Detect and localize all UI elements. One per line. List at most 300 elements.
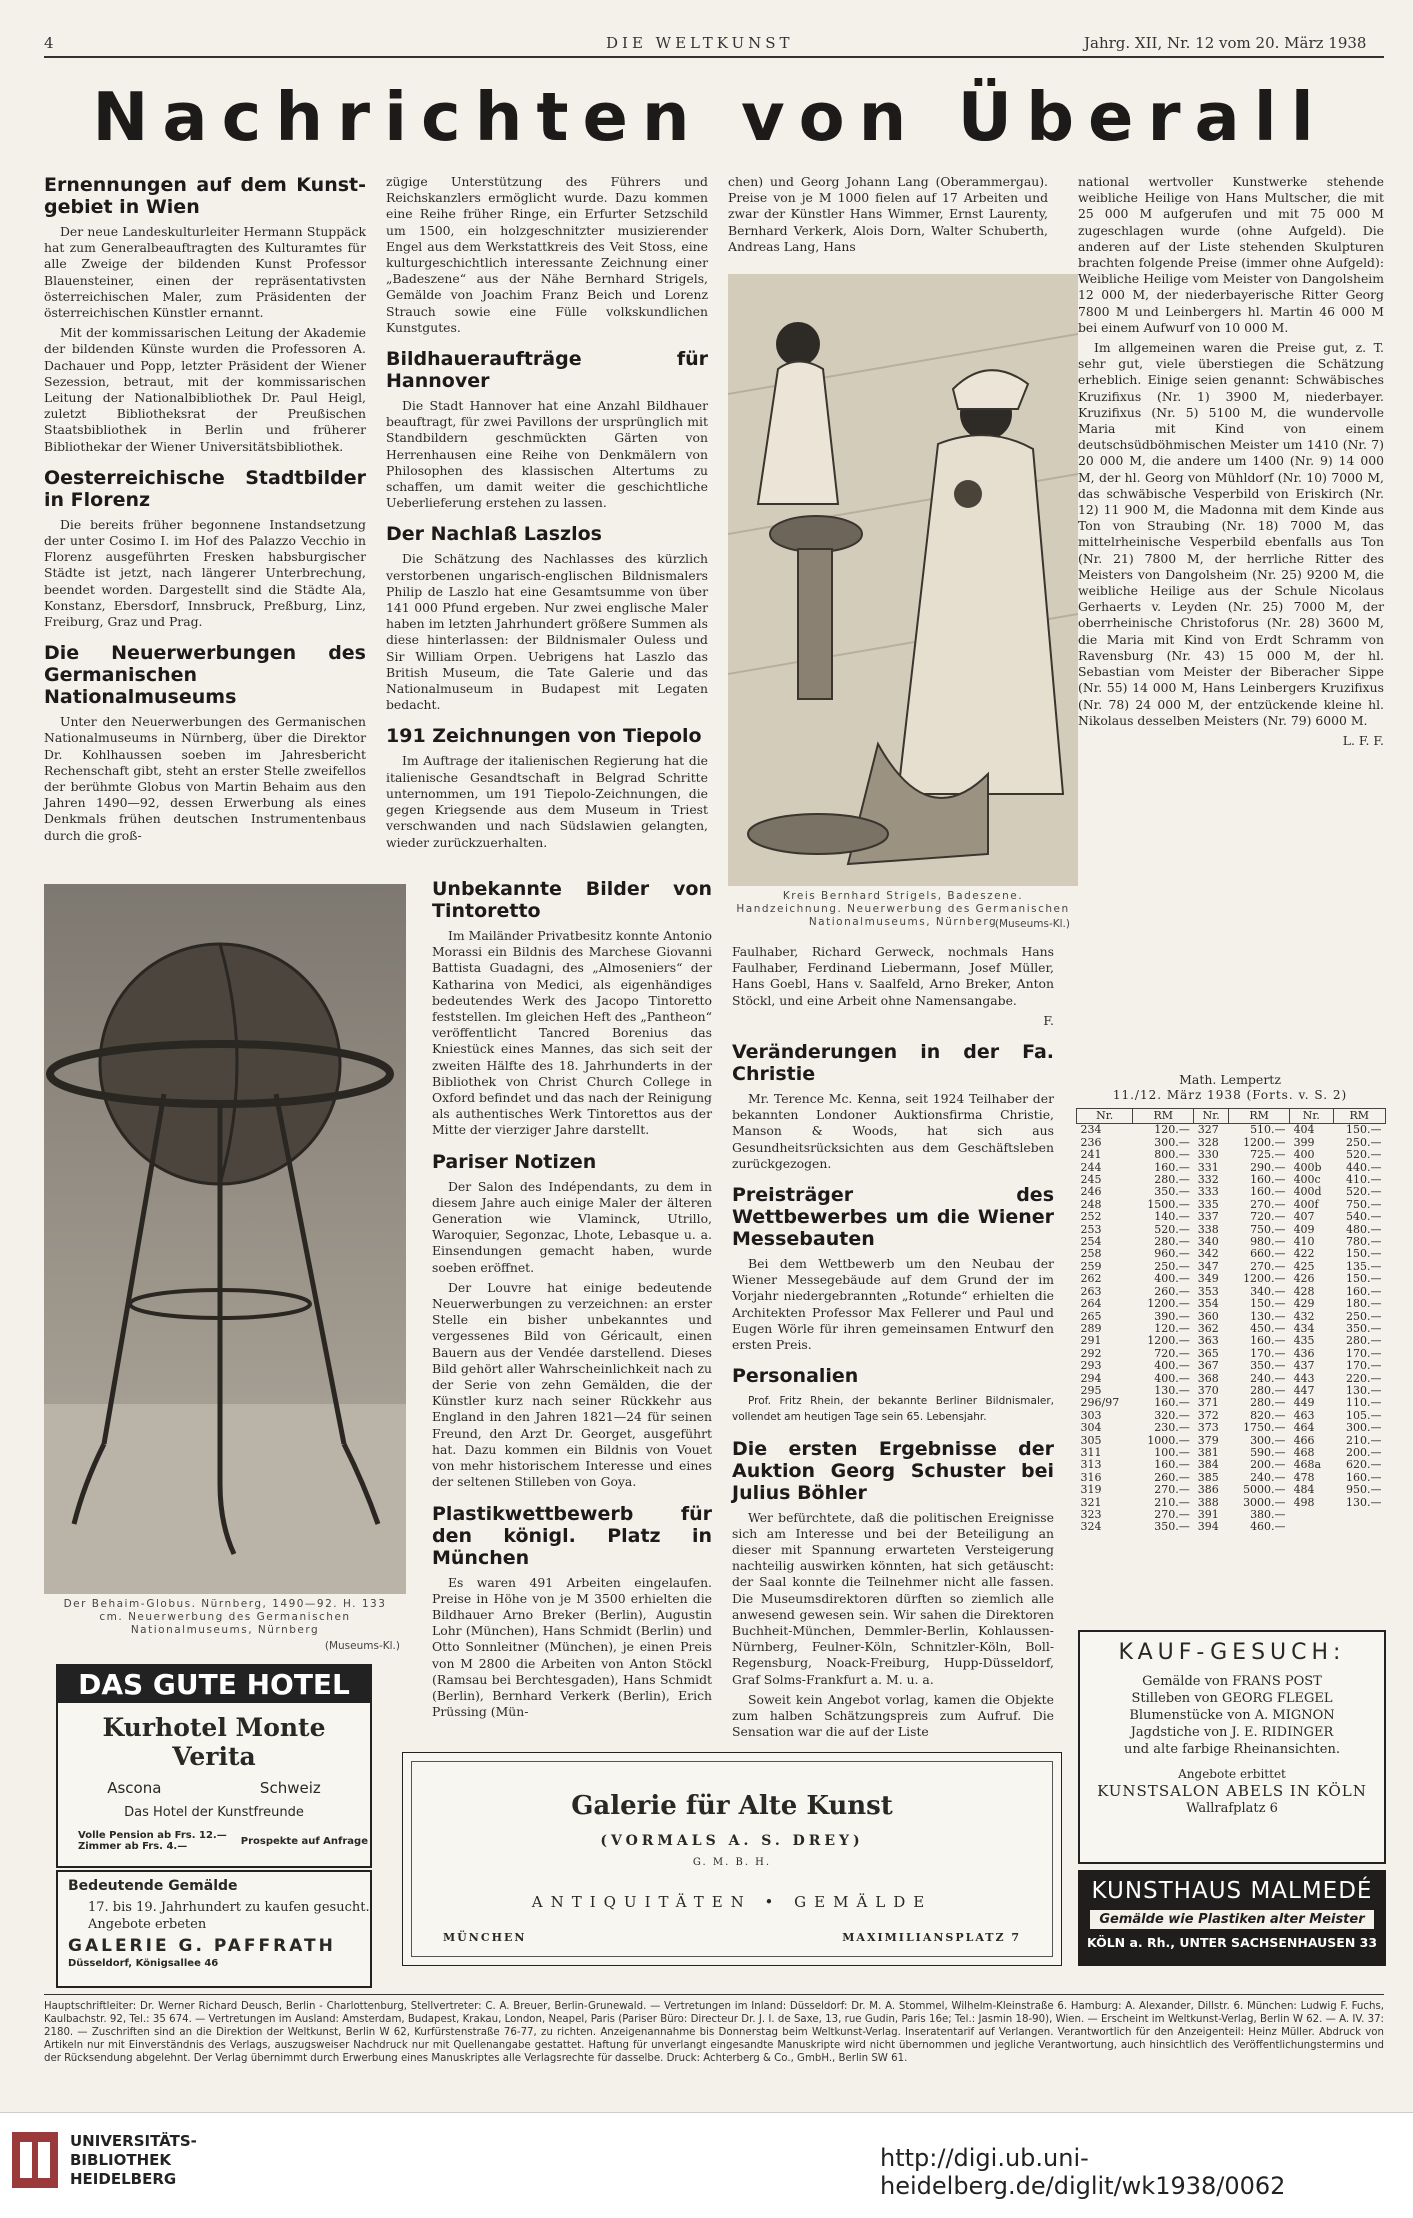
paragraph: zügige Unterstützung des Führers und Reichskanzlers ermöglicht wurde. Dazu kommen eine Reihe früher Ringe, ein Erfurter Setzschild um 1500, ein holzgeschnitzter musizierender Engel aus dem Werkstattkreis des Veit Stoss, eine kulturgeschichtlich interessante Zeichnung einer „Badeszene“ aus der Nähe Bernhard Strigels, Gemälde von Joachim Franz Beich und Lorenz Strauch sowie eine Fülle volkskundlichen Kunstgutes.: [386, 174, 708, 335]
table-cell: 210.—: [1346, 1433, 1382, 1447]
paffrath-ad: [56, 1870, 372, 1988]
table-cell: 220.—: [1346, 1371, 1382, 1385]
kauf-list: [1080, 1673, 1384, 1817]
table-cell: 432: [1293, 1309, 1315, 1323]
table-cell: 384: [1197, 1458, 1219, 1472]
table-row: [1077, 1459, 1386, 1471]
table-cell: 105.—: [1346, 1408, 1382, 1422]
malmede-sub: Gemälde wie Plastiken alter Meister: [1090, 1910, 1374, 1929]
table-cell: 440.—: [1346, 1160, 1382, 1174]
table-cell: 234: [1080, 1123, 1102, 1137]
kauf-line: Stilleben von GEORG FLEGEL: [1131, 1691, 1333, 1706]
table-cell: 350.—: [1154, 1520, 1190, 1534]
table-cell: 436: [1293, 1346, 1315, 1360]
table-cell: 385: [1197, 1470, 1219, 1484]
table-cell: 160.—: [1346, 1470, 1382, 1484]
table-cell: 498: [1293, 1495, 1315, 1509]
table-cell: 130.—: [1250, 1309, 1286, 1323]
table-cell: 449: [1293, 1396, 1315, 1410]
table-cell: 327: [1197, 1123, 1219, 1137]
hotel-prices: [78, 1830, 370, 1852]
table-subtitle: 11./12. März 1938 (Forts. v. S. 2): [1112, 1088, 1348, 1102]
drawing-illustration: [728, 274, 1078, 886]
table-cell: 360: [1197, 1309, 1219, 1323]
table-cell: 450.—: [1250, 1321, 1286, 1335]
table-cell: 520.—: [1346, 1185, 1382, 1199]
table-cell: 350.—: [1346, 1321, 1382, 1335]
hotel-prospekt: Prospekte auf Anfrage: [240, 1835, 368, 1847]
table-cell: 280.—: [1154, 1235, 1190, 1249]
table-cell: 1200.—: [1243, 1272, 1286, 1286]
kauf-name: KUNSTSALON ABELS IN KÖLN: [1097, 1782, 1367, 1800]
paragraph: Im Mailänder Privatbesitz konnte Antonio Morassi ein Bildnis des Marchese Giovanni Battista Guadagni, des „Almoseniers“ der Katharina von Medici, als eigenhändiges bedeutendes Werk des Jacopo Tintoretto feststellen. Im gleichen Heft des „Pantheon“ veröffentlicht Tancred Borenius das Kniestück eines Mannes, das sich seit der zweiten Hälfte des 18. Jahrhunderts in der Bibliothek von Christ Church College in Oxford befindet und das nach der Reinigung als authentisches Werk Tintorettos aus der Mitte der vierziger Jahre darstellt.: [432, 928, 712, 1138]
table-cell: 437: [1293, 1359, 1315, 1373]
table-cell: 820.—: [1250, 1408, 1286, 1422]
table-cell: 400: [1293, 1148, 1315, 1162]
table-cell: 460.—: [1250, 1520, 1286, 1534]
drawing-caption: Kreis Bernhard Strigels, Badeszene. Handzeichnung. Neuerwerbung des Germanischen Nationalmuseums, Nürnberg: [736, 890, 1070, 928]
table-cell: 311: [1080, 1445, 1102, 1459]
table-cell: 252: [1080, 1210, 1102, 1224]
column-5: [1078, 174, 1384, 749]
table-cell: 400b: [1293, 1160, 1322, 1174]
table-header-cell: Nr.: [1077, 1109, 1133, 1124]
table-cell: 422: [1293, 1247, 1315, 1261]
hotel-price-room: Zimmer ab Frs. 4.—: [78, 1841, 188, 1852]
malmede-address: KÖLN a. Rh., UNTER SACHSENHAUSEN 33: [1086, 1935, 1378, 1950]
table-cell: 463: [1293, 1408, 1315, 1422]
table-cell: 362: [1197, 1321, 1219, 1335]
table-cell: 381: [1197, 1445, 1219, 1459]
table-cell: 130.—: [1346, 1383, 1382, 1397]
table-cell: 410: [1293, 1235, 1315, 1249]
table-cell: 290.—: [1250, 1160, 1286, 1174]
galerie-line: ANTIQUITÄTEN • GEMÄLDE: [531, 1893, 933, 1911]
table-cell: 380.—: [1250, 1508, 1286, 1521]
library-line3: HEIDELBERG: [70, 2170, 177, 2188]
table-cell: 253: [1080, 1222, 1102, 1236]
table-cell: 160.—: [1154, 1160, 1190, 1174]
paragraph: Der Salon des Indépendants, zu dem in diesem Jahre auch einige Maler der älteren Generation wie Vlaminck, Utrillo, Waroquier, Segonzac, Lhote, Lebasque u. a. Einsendungen gemacht haben, wurde soeben eröffnet.: [432, 1178, 712, 1275]
table-row: [1077, 1385, 1386, 1397]
table-cell: 319: [1080, 1483, 1102, 1497]
table-cell: [1290, 1509, 1333, 1521]
table-cell: 371: [1197, 1396, 1219, 1410]
table-row: [1077, 1124, 1386, 1137]
table-cell: 295: [1080, 1383, 1102, 1397]
table-cell: 244: [1080, 1160, 1102, 1174]
table-cell: 150.—: [1346, 1123, 1382, 1137]
table-cell: 478: [1293, 1470, 1315, 1484]
hotel-tagline: Das Hotel der Kunstfreunde: [124, 1805, 304, 1820]
imprint: Hauptschriftleiter: Dr. Werner Richard Deusch, Berlin - Charlottenburg, Stellvertreter: C. A. Breuer, Berlin-Grunewald. — Vertretungen im Inland: Düsseldorf: Dr. M. A. Stommel, Wilhelm-Kleinstraße 6. Hamburg: A. Alexander, Dillstr. 6. München: Ludwig F. Fuchs, Kaulbachstr. 92, Tel.: 35 674. — Vertretungen im Ausland: Amsterdam, Budapest, Krakau, London, Neapel, Paris (Pariser Büro: Directeur Dr. J. I. de Saxe, 13, rue Gudin, Paris 16e; Tel.: Jasmin 18-90), Wien. — Erscheint im Weltkunst-Verlag, Berlin W 62. — A. IV. 37: 2180. — Zuschriften sind an die Direktion der Weltkunst, Berlin W 62, Kurfürstenstraße 76-77, zu richten. Anzeigenannahme bis Donnerstag beim Weltkunst-Verlag. Inseratentarif auf Verlangen. Verantwortlich für den Anzeigenteil: Heinz Müller. Abdruck von Artikeln nur mit Einverständnis des Verlags, auszugsweiser Nachdruck nur mit Quellenangabe gestattet. Haftung für unverlangt eingesandte Manuskripte wird nicht übernommen und jegliche Verantwortung, auch hinsichtlich des Veröffentlichungstermins und der Rücksendung abgelehnt. Der Verlag übernimmt durch Erwerbung eines Manuskriptes alle Verlagsrechte für dasselbe. Druck: Achterberg & Co., GmbH., Berlin SW 61.: [44, 2001, 1384, 2064]
table-cell: 100.—: [1154, 1445, 1190, 1459]
bath-scene-drawing: [728, 274, 1078, 886]
table-cell: 480.—: [1346, 1222, 1382, 1236]
table-cell: 720.—: [1154, 1346, 1190, 1360]
table-cell: 464: [1293, 1421, 1315, 1435]
table-cell: 240.—: [1250, 1371, 1286, 1385]
table-cell: 260.—: [1154, 1470, 1190, 1484]
table-row: [1077, 1422, 1386, 1434]
headline-tintoretto: Unbekannte Bilder von Tintoretto: [432, 878, 712, 922]
table-header-cell: RM: [1229, 1109, 1290, 1124]
table-cell: 3000.—: [1243, 1495, 1286, 1509]
paffrath-address: Düsseldorf, Königsallee 46: [68, 1958, 219, 1969]
table-cell: 1200.—: [1147, 1297, 1190, 1311]
column-4: [732, 944, 1054, 1745]
table-cell: 260.—: [1154, 1284, 1190, 1298]
hotel-name: Kurhotel Monte Verita: [102, 1713, 326, 1771]
hotel-ad: [56, 1664, 372, 1868]
headline-neuerwerbungen: Die Neuerwerbungen des Germanischen Nationalmuseums: [44, 642, 366, 709]
table-cell: 333: [1197, 1185, 1219, 1199]
table-cell: 270.—: [1154, 1508, 1190, 1521]
table-cell: 280.—: [1154, 1173, 1190, 1187]
table-header-cell: Nr.: [1194, 1109, 1229, 1124]
library-line2: BIBLIOTHEK: [70, 2151, 171, 2169]
table-cell: 241: [1080, 1148, 1102, 1162]
kauf-line: und alte farbige Rheinansichten.: [1124, 1742, 1340, 1757]
table-cell: 1200.—: [1243, 1135, 1286, 1149]
kauf-heading: KAUF-GESUCH:: [1118, 1640, 1346, 1665]
table-cell: 120.—: [1154, 1321, 1190, 1335]
table-row: [1077, 1447, 1386, 1459]
paragraph: national wertvoller Kunstwerke stehende weibliche Heilige von Hans Multscher, die mit 25 000 M aufgerufen und mit 75 000 M zugeschlagen wurde (ohne Aufgeld). Die anderen auf der Liste stehenden Skulpturen brachten folgende Preise (immer ohne Aufgeld): Weibliche Heilige vom Meister von Dangolsheim 12 000 M, der niederbayerische Ritter Georg 7800 M und Leinbergers hl. Martin 46 000 M bei einem Aufwurf von 10 000 M.: [1078, 174, 1384, 335]
table-cell: 270.—: [1250, 1259, 1286, 1273]
table-cell: 280.—: [1250, 1396, 1286, 1410]
table-cell: [1333, 1521, 1385, 1533]
table-cell: 434: [1293, 1321, 1315, 1335]
headline-tiepolo: 191 Zeichnungen von Tiepolo: [386, 725, 702, 748]
table-cell: 429: [1293, 1297, 1315, 1311]
table-cell: 540.—: [1346, 1210, 1382, 1224]
table-cell: 350.—: [1154, 1185, 1190, 1199]
table-row: [1077, 1149, 1386, 1161]
table-row: [1077, 1199, 1386, 1211]
table-cell: 160.—: [1250, 1185, 1286, 1199]
table-row: [1077, 1521, 1386, 1533]
table-cell: 350.—: [1250, 1359, 1286, 1373]
table-cell: 130.—: [1154, 1383, 1190, 1397]
paragraph: Prof. Fritz Rhein, der bekannte Berliner Bildnismaler, vollendet am heutigen Tage sein 65. Lebensjahr.: [732, 1395, 1054, 1424]
kauf-line: Blumenstücke von A. MIGNON: [1129, 1708, 1335, 1723]
column-2: [386, 174, 708, 855]
table-cell: 353: [1197, 1284, 1219, 1298]
table-row: [1077, 1484, 1386, 1496]
table-cell: 265: [1080, 1309, 1102, 1323]
table-cell: 510.—: [1250, 1123, 1286, 1137]
table-cell: 447: [1293, 1383, 1315, 1397]
table-cell: 342: [1197, 1247, 1219, 1261]
table-cell: 250.—: [1346, 1309, 1382, 1323]
table-cell: 293: [1080, 1359, 1102, 1373]
table-cell: 259: [1080, 1259, 1102, 1273]
signature: L. F. F.: [1342, 732, 1384, 748]
table-cell: 410.—: [1346, 1173, 1382, 1187]
table-cell: 1000.—: [1147, 1433, 1190, 1447]
table-cell: 280.—: [1346, 1334, 1382, 1348]
table-row: [1077, 1224, 1386, 1236]
table-row: [1077, 1509, 1386, 1521]
journal-title: DIE WELTKUNST: [606, 34, 794, 52]
table-row: [1077, 1273, 1386, 1285]
table-cell: 950.—: [1346, 1483, 1382, 1497]
table-cell: 399: [1293, 1135, 1315, 1149]
table-cell: 304: [1080, 1421, 1102, 1435]
table-cell: 303: [1080, 1408, 1102, 1422]
table-cell: 5000.—: [1243, 1483, 1286, 1497]
table-cell: 660.—: [1250, 1247, 1286, 1261]
table-cell: 110.—: [1346, 1396, 1382, 1410]
table-cell: 365: [1197, 1346, 1219, 1360]
table-cell: 130.—: [1346, 1495, 1382, 1509]
table-row: [1077, 1360, 1386, 1372]
paragraph: Die bereits früher begonnene Instandsetzung der unter Cosimo I. im Hof des Palazzo Vecchio in Florenz ausgeführten Fresken habsburgischer Städte ist jetzt, nach längerer Unterbrechung, beendet worden. Dargestellt sind die Städte Ala, Konstanz, Ebersdorf, Innsbruck, Preßburg, Linz, Freiburg, Graz und Prag.: [44, 516, 366, 630]
table-row: [1077, 1162, 1386, 1174]
table-row: [1077, 1174, 1386, 1186]
kauf-address: Wallrafplatz 6: [1186, 1801, 1278, 1816]
table-cell: 780.—: [1346, 1235, 1382, 1249]
table-cell: 800.—: [1154, 1148, 1190, 1162]
table-cell: 296/97: [1080, 1396, 1120, 1410]
table-cell: 170.—: [1346, 1346, 1382, 1360]
globe-caption: Der Behaim-Globus. Nürnberg, 1490—92. H. 133 cm. Neuerwerbung des Germanischen Nationalmuseums, Nürnberg: [63, 1598, 387, 1636]
table-cell: 250.—: [1346, 1135, 1382, 1149]
table-cell: 373: [1197, 1421, 1219, 1435]
table-cell: 1500.—: [1147, 1197, 1190, 1211]
drawing-credit: (Museums-Kl.): [994, 918, 1070, 930]
table-cell: 210.—: [1154, 1495, 1190, 1509]
table-cell: 120.—: [1154, 1123, 1190, 1137]
table-cell: 750.—: [1346, 1197, 1382, 1211]
masthead: Nachrichten von Überall: [92, 78, 1328, 156]
headline-pariser: Pariser Notizen: [432, 1150, 597, 1173]
hotel-price-pension: Volle Pension ab Frs. 12.—: [78, 1830, 227, 1841]
table-cell: 443: [1293, 1371, 1315, 1385]
table-cell: 960.—: [1154, 1247, 1190, 1261]
table-cell: 160.—: [1250, 1173, 1286, 1187]
table-cell: 291: [1080, 1334, 1102, 1348]
globe-credit: (Museums-Kl.): [324, 1640, 400, 1652]
table-cell: 394: [1197, 1520, 1219, 1534]
table-cell: 468a: [1293, 1458, 1322, 1472]
table-row: [1077, 1186, 1386, 1198]
table-cell: 390.—: [1154, 1309, 1190, 1323]
table-cell: 400.—: [1154, 1359, 1190, 1373]
table-row: [1077, 1335, 1386, 1347]
table-cell: 400c: [1293, 1173, 1321, 1187]
table-cell: 347: [1197, 1259, 1219, 1273]
paffrath-line1: 17. bis 19. Jahrhundert zu kaufen gesucht.: [88, 1900, 370, 1915]
table-row: [1077, 1236, 1386, 1248]
table-cell: 135.—: [1346, 1259, 1382, 1273]
table-header-cell: Nr.: [1290, 1109, 1333, 1124]
table-cell: 230.—: [1154, 1421, 1190, 1435]
table-cell: 620.—: [1346, 1458, 1382, 1472]
table-cell: 370: [1197, 1383, 1219, 1397]
library-line1: UNIVERSITÄTS-: [70, 2132, 197, 2150]
paffrath-name: GALERIE G. PAFFRATH: [68, 1936, 336, 1956]
table-header-cell: RM: [1333, 1109, 1385, 1124]
table-cell: 391: [1197, 1508, 1219, 1521]
table-cell: 250.—: [1154, 1259, 1190, 1273]
table-cell: 170.—: [1346, 1359, 1382, 1373]
globe-photo: [44, 884, 406, 1594]
galerie-sub: (VORMALS A. S. DREY): [600, 1833, 864, 1849]
table-cell: 372: [1197, 1408, 1219, 1422]
paragraph: Die Stadt Hannover hat eine Anzahl Bildhauer beauftragt, für zwei Pavillons der ursprünglich mit Standbildern geschmückten Gärten von Herrenhausen eine Reihe von Denkmälern von Philosophen des klassischen Altertums zu schaffen, um damit weiter die geschichtliche Ueberlieferung erstehen zu lassen.: [386, 398, 708, 511]
galerie-city: MÜNCHEN: [443, 1931, 527, 1944]
malmede-ad: [1078, 1870, 1386, 1966]
table-cell: 400f: [1293, 1197, 1319, 1211]
table-cell: 160.—: [1154, 1458, 1190, 1472]
table-cell: 240.—: [1250, 1470, 1286, 1484]
paragraph: Mit der kommissarischen Leitung der Akademie der bildenden Künste wurden die Professoren A. Dachauer und Popp, letzter Präsident der Wiener Sezession, betraut, mit der kommissarischen Leitung der Nationalbibliothek Dr. Paul Heigl, zuletzt Bibliotheksrat der Preußischen Staatsbibliothek in Berlin und früherer Bibliothekar der Wiener Universitätsbibliothek.: [44, 325, 366, 454]
paragraph: Mr. Terence Mc. Kenna, seit 1924 Teilhaber der bekannten Londoner Auktionsfirma Christie, Manson & Woods, hat sich aus Gesundheitsrücksichten aus dem Geschäftsleben zurückgezogen.: [732, 1091, 1054, 1171]
galerie-ad: [402, 1752, 1062, 1966]
headline-christie: Veränderungen in der Fa. Christie: [732, 1041, 1054, 1086]
table-cell: 520.—: [1346, 1148, 1382, 1162]
table-cell: 428: [1293, 1284, 1315, 1298]
table-row: [1077, 1472, 1386, 1484]
table-cell: 363: [1197, 1334, 1219, 1348]
table-cell: 590.—: [1250, 1445, 1286, 1459]
paragraph: Faulhaber, Richard Gerweck, nochmals Hans Faulhaber, Ferdinand Liebermann, Josef Müller, Hans Goebl, Hans v. Saalfeld, Arno Breker, Anton Stöckl, und eine Arbeit ohne Namensangabe.: [732, 944, 1054, 1008]
table-row: [1077, 1286, 1386, 1298]
table-cell: 313: [1080, 1458, 1102, 1472]
auction-results-table: [1076, 1108, 1386, 1534]
hotel-banner: DAS GUTE HOTEL: [58, 1666, 370, 1703]
headline-personalien: Personalien: [732, 1365, 859, 1388]
kauf-line: Angebote erbittet: [1178, 1767, 1286, 1781]
headline-ernennungen: Ernennungen auf dem Kunst-gebiet in Wien: [44, 174, 366, 218]
headline-plastikwettbewerb: Plastikwettbewerb für den königl. Platz in München: [432, 1502, 712, 1569]
table-cell: 246: [1080, 1185, 1102, 1199]
hotel-location: [58, 1779, 370, 1797]
table-cell: 328: [1197, 1135, 1219, 1149]
signature: F.: [1043, 1012, 1054, 1028]
table-row: [1077, 1348, 1386, 1360]
footer-rule: [44, 1994, 1384, 1995]
paragraph: Es waren 491 Arbeiten eingelaufen. Preise in Höhe von je M 3500 erhielten die Bildhauer Arno Breker (Berlin), Augustin Lohr (München), Hans Schmidt (Berlin) und Otto Sonnleitner (München), je einen Preis von M 2800 die Arbeiten von Anton Stöckl (Ramsau bei Berchtesgaden), Hans Schmidt (Berlin), Bernhard Verkerk (Berlin), Erich Prüssing (Mün-: [432, 1574, 712, 1720]
table-cell: 1200.—: [1147, 1334, 1190, 1348]
table-row: [1077, 1497, 1386, 1509]
table-row: [1077, 1311, 1386, 1323]
table-cell: 368: [1197, 1371, 1219, 1385]
table-cell: 324: [1080, 1520, 1102, 1534]
library-url[interactable]: http://digi.ub.uni-heidelberg.de/diglit/wk1938/0062: [880, 2144, 1286, 2200]
table-row: [1077, 1298, 1386, 1310]
table-cell: 435: [1293, 1334, 1315, 1348]
table-cell: 400d: [1293, 1185, 1322, 1199]
issue-line: Jahrg. XII, Nr. 12 vom 20. März 1938: [1084, 34, 1367, 52]
table-cell: 335: [1197, 1197, 1219, 1211]
column-3: [432, 878, 712, 1724]
table-cell: 150.—: [1250, 1297, 1286, 1311]
table-cell: 170.—: [1250, 1346, 1286, 1360]
paffrath-heading: Bedeutende Gemälde: [68, 1878, 238, 1894]
table-cell: 263: [1080, 1284, 1102, 1298]
table-cell: 404: [1293, 1123, 1315, 1137]
headline-messebauten: Preisträger des Wettbewerbes um die Wiener Messebauten: [732, 1184, 1054, 1251]
paragraph: Unter den Neuerwerbungen des Germanischen Nationalmuseums in Nürnberg, über die Direktor Dr. Kohlhaussen soeben im Jahresbericht Rechenschaft gibt, steht an erster Stelle zweifellos der berühmte Globus von Martin Behaim aus den Jahren 1490—92, dessen Erwerbung als eines Denkmals frühen deutschen Instrumentenbaus durch die groß-: [44, 714, 366, 843]
table-header-cell: RM: [1133, 1109, 1194, 1124]
table-cell: 720.—: [1250, 1210, 1286, 1224]
table-cell: [1333, 1509, 1385, 1521]
table-cell: 725.—: [1250, 1148, 1286, 1162]
table-cell: 160.—: [1154, 1396, 1190, 1410]
table-cell: 294: [1080, 1371, 1102, 1385]
table-cell: 1750.—: [1243, 1421, 1286, 1435]
table-cell: 262: [1080, 1272, 1102, 1286]
table-cell: 338: [1197, 1222, 1219, 1236]
page-number: 4: [44, 34, 55, 52]
paragraph: Bei dem Wettbewerb um den Neubau der Wiener Messegebäude auf dem Grund der im Vorjahr niedergebrannten „Rotunde“ erhielten die Architekten Professor Max Fellerer und Paul und Eugen Wörle für ihren gemeinsamen Entwurf den ersten Preis.: [732, 1256, 1054, 1353]
column-1: [44, 174, 366, 848]
paragraph: Der neue Landeskulturleiter Hermann Stuppäck hat zum Generalbeauftragten des Kulturamtes für alle Zweige der bildenden Kunst Professor Blauensteiner, einen der repräsentativsten österreichischen Maler, zum Präsidenten der österreichischen Künstler ernannt.: [44, 224, 366, 321]
table-cell: 236: [1080, 1135, 1102, 1149]
table-cell: [1290, 1521, 1333, 1533]
table-row: [1077, 1435, 1386, 1447]
headline-hannover: Bildhaueraufträge für Hannover: [386, 348, 708, 393]
table-row: [1077, 1323, 1386, 1335]
paragraph: Im Auftrage der italienischen Regierung hat die italienische Gesandtschaft in Belgrad Schritte unternommen, um 191 Tiepolo-Zeichnungen, die gegen Kriegsende aus dem Museum in Triest verschwanden und nach Südslawien gelangten, wieder zurückzuerhalten.: [386, 753, 708, 850]
column-4-top: [728, 174, 1048, 259]
table-cell: 150.—: [1346, 1272, 1382, 1286]
table-cell: 425: [1293, 1259, 1315, 1273]
table-row: [1077, 1410, 1386, 1422]
table-cell: 426: [1293, 1272, 1315, 1286]
table-cell: 248: [1080, 1197, 1102, 1211]
table-cell: 320.—: [1154, 1408, 1190, 1422]
table-cell: 305: [1080, 1433, 1102, 1447]
paragraph: Der Louvre hat einige bedeutende Neuerwerbungen zu verzeichnen: an erster Stelle ein bisher unbekanntes und vergessenes Bild von Géricault, einen Bauern aus der Vendée darstellend. Dieses Bild gehört aller Wahrscheinlichkeit nach zu der Serie von zehn Gemälden, die der Künstler kurz nach seiner Rückkehr aus England in den Jahren 1821—24 für seinen Freund, den Arzt Dr. Georget, ausgeführt hat. Dazu kommen ein Bildnis von Vouet von mehr historischem Interesse und eines der seltenen Stilleben von Goya.: [432, 1279, 712, 1490]
hotel-town: Ascona: [107, 1779, 162, 1797]
table-cell: 321: [1080, 1495, 1102, 1509]
table-cell: 323: [1080, 1508, 1102, 1521]
paragraph: chen) und Georg Johann Lang (Oberammergau). Preise von je M 1000 fielen auf 17 Arbeiten und zwar der Künstler Hans Wimmer, Ernst Laurenty, Bernhard Verkerk, Alois Dorn, Walter Schuberth, Andreas Lang, Hans: [728, 174, 1048, 254]
table-cell: 316: [1080, 1470, 1102, 1484]
table-cell: 150.—: [1346, 1247, 1382, 1261]
table-cell: 400.—: [1154, 1272, 1190, 1286]
table-cell: 300.—: [1250, 1433, 1286, 1447]
galerie-name: Galerie für Alte Kunst: [571, 1791, 893, 1821]
headline-auktion-schuster: Die ersten Ergebnisse der Auktion Georg Schuster bei Julius Böhler: [732, 1437, 1054, 1504]
headline-florenz: Oesterreichische Stadtbilder in Florenz: [44, 466, 366, 511]
header-rule: [44, 56, 1384, 58]
galerie-gmbh: G. M. B. H.: [692, 1857, 772, 1868]
table-cell: 388: [1197, 1495, 1219, 1509]
table-cell: 160.—: [1346, 1284, 1382, 1298]
table-row: [1077, 1373, 1386, 1385]
kauf-line: Jagdstiche von J. E. RIDINGER: [1130, 1725, 1334, 1740]
table-cell: 337: [1197, 1210, 1219, 1224]
table-cell: 254: [1080, 1235, 1102, 1249]
table-cell: 980.—: [1250, 1235, 1286, 1249]
kauf-gesuch-ad: [1078, 1630, 1386, 1864]
table-cell: 468: [1293, 1445, 1315, 1459]
table-row: [1077, 1211, 1386, 1223]
table-cell: 200.—: [1346, 1445, 1382, 1459]
table-cell: 270.—: [1250, 1197, 1286, 1211]
table-cell: 330: [1197, 1148, 1219, 1162]
table-row: [1077, 1248, 1386, 1260]
table-cell: 280.—: [1250, 1383, 1286, 1397]
table-cell: 407: [1293, 1210, 1315, 1224]
library-name: [70, 2132, 197, 2189]
table-cell: 200.—: [1250, 1458, 1286, 1472]
